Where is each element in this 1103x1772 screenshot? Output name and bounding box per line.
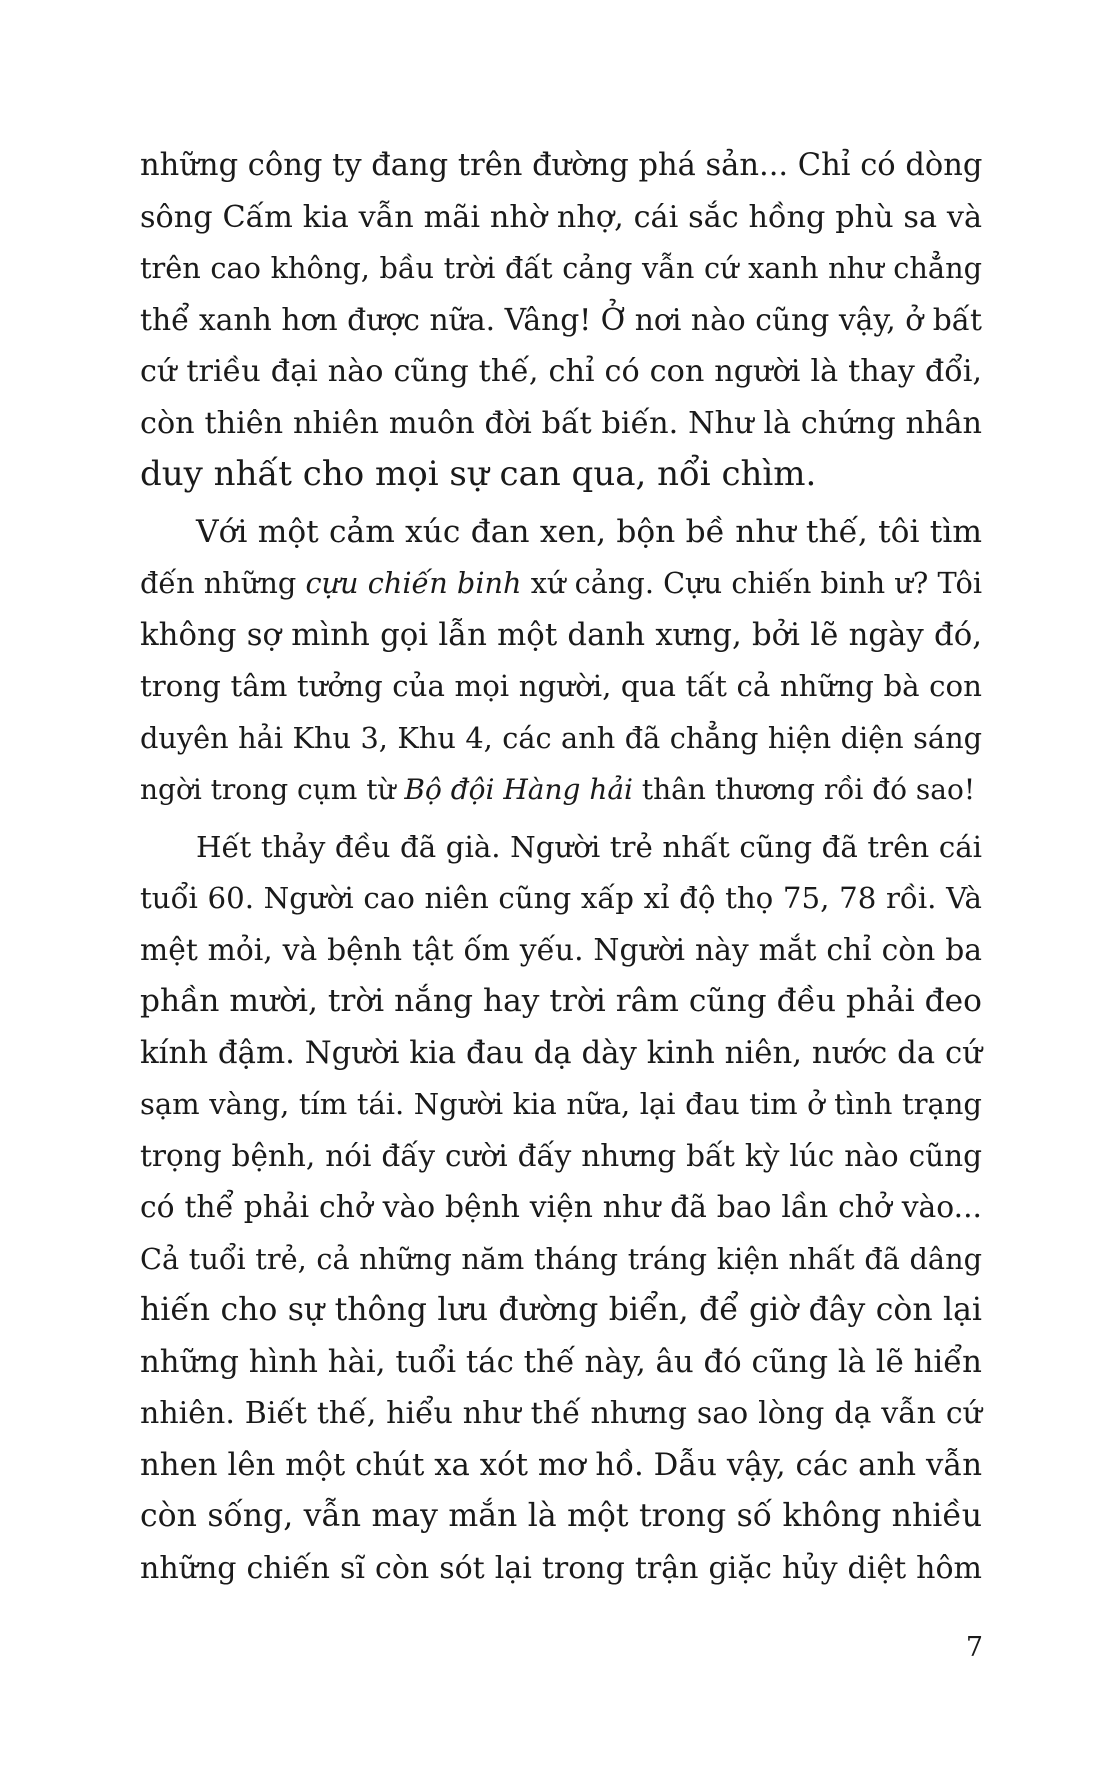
text-segment: xứ cảng. Cựu chiến binh ư? Tôi bbox=[521, 566, 983, 600]
text-segment: nhen lên một chút xa xót mơ hồ. Dẫu vậy, các anh vẫn bbox=[140, 1446, 982, 1483]
text-line bbox=[140, 140, 982, 192]
text-segment: duy nhất cho mọi sự can qua, nổi chìm. bbox=[140, 454, 817, 494]
text-segment: ngời trong cụm từ bbox=[140, 773, 405, 806]
text-line bbox=[140, 1543, 982, 1595]
text-segment: sạm vàng, tím tái. Người kia nữa, lại đau tim ở tình trạng bbox=[140, 1087, 982, 1121]
text-segment: những chiến sĩ còn sót lại trong trận giặc hủy diệt hôm bbox=[140, 1550, 982, 1586]
text-line bbox=[140, 1234, 982, 1286]
text-line bbox=[140, 558, 982, 610]
text-line bbox=[140, 1131, 982, 1183]
text-line bbox=[140, 1337, 982, 1389]
text-segment: phần mười, trời nắng hay trời râm cũng đều phải đeo bbox=[140, 983, 982, 1019]
text-line bbox=[140, 1440, 982, 1492]
text-segment: mệt mỏi, và bệnh tật ốm yếu. Người này mắt chỉ còn ba bbox=[140, 932, 982, 968]
text-segment: hiến cho sự thông lưu đường biển, để giờ đây còn lại bbox=[140, 1292, 982, 1328]
body-text bbox=[140, 140, 982, 1594]
text-line bbox=[140, 925, 982, 977]
text-line bbox=[140, 398, 982, 450]
text-line bbox=[140, 764, 982, 816]
text-line bbox=[140, 822, 982, 874]
text-line bbox=[140, 610, 982, 662]
text-line bbox=[140, 873, 982, 925]
text-line bbox=[140, 243, 982, 295]
text-segment: Cả tuổi trẻ, cả những năm tháng tráng kiện nhất đã dâng bbox=[140, 1241, 982, 1276]
paragraph bbox=[140, 507, 982, 816]
text-line bbox=[140, 346, 982, 398]
text-segment: những công ty đang trên đường phá sản... Chỉ có dòng bbox=[140, 148, 983, 183]
text-segment: những hình hài, tuổi tác thế này, âu đó cũng là lẽ hiển bbox=[140, 1343, 982, 1380]
text-segment: tuổi 60. Người cao niên cũng xấp xỉ độ thọ 75, 78 rồi. Và bbox=[140, 881, 982, 915]
text-line bbox=[140, 1079, 982, 1131]
text-line bbox=[140, 192, 982, 244]
text-line bbox=[140, 295, 982, 347]
text-segment: sông Cấm kia vẫn mãi nhờ nhợ, cái sắc hồng phù sa và bbox=[140, 199, 982, 235]
text-segment: duyên hải Khu 3, Khu 4, các anh đã chẳng hiện diện sáng bbox=[140, 720, 982, 755]
text-segment: thể xanh hơn được nữa. Vâng! Ở nơi nào cũng vậy, ở bất bbox=[140, 302, 982, 338]
text-line bbox=[140, 1285, 982, 1337]
text-segment: Hết thảy đều đã già. Người trẻ nhất cũng đã trên cái bbox=[196, 829, 982, 864]
text-segment: còn sống, vẫn may mắn là một trong số không nhiều bbox=[140, 1498, 982, 1534]
paragraph bbox=[140, 140, 982, 501]
text-line bbox=[140, 1028, 982, 1080]
text-segment: Với một cảm xúc đan xen, bộn bề như thế, tôi tìm bbox=[196, 513, 982, 550]
text-segment: kính đậm. Người kia đau dạ dày kinh niên, nước da cứ bbox=[140, 1034, 982, 1071]
text-segment: trên cao không, bầu trời đất cảng vẫn cứ xanh như chẳng bbox=[140, 251, 982, 285]
text-line bbox=[140, 661, 982, 713]
text-segment: có thể phải chở vào bệnh viện như đã bao lần chở vào... bbox=[140, 1190, 982, 1225]
italic-phrase: cựu chiến binh bbox=[305, 566, 522, 600]
text-segment: cứ triều đại nào cũng thế, chỉ có con người là thay đổi, bbox=[140, 354, 982, 389]
text-segment: trong tâm tưởng của mọi người, qua tất cả những bà con bbox=[140, 669, 982, 703]
text-line bbox=[140, 1491, 982, 1543]
text-segment: trọng bệnh, nói đấy cười đấy nhưng bất kỳ lúc nào cũng bbox=[140, 1138, 982, 1173]
text-line bbox=[140, 1388, 982, 1440]
text-segment: nhiên. Biết thế, hiểu như thế nhưng sao lòng dạ vẫn cứ bbox=[140, 1396, 982, 1431]
text-segment: không sợ mình gọi lẫn một danh xưng, bởi lẽ ngày đó, bbox=[140, 616, 982, 653]
page-number: 7 bbox=[965, 1632, 983, 1663]
paragraph bbox=[140, 822, 982, 1595]
text-line bbox=[140, 1182, 982, 1234]
text-segment: thân thương rồi đó sao! bbox=[633, 773, 976, 806]
text-line bbox=[140, 713, 982, 765]
text-segment: còn thiên nhiên muôn đời bất biến. Như là chứng nhân bbox=[140, 405, 982, 441]
text-line bbox=[140, 976, 982, 1028]
italic-phrase: Bộ đội Hàng hải bbox=[404, 773, 633, 806]
text-line bbox=[140, 507, 982, 559]
text-line bbox=[140, 449, 982, 501]
text-segment: đến những bbox=[140, 566, 306, 600]
